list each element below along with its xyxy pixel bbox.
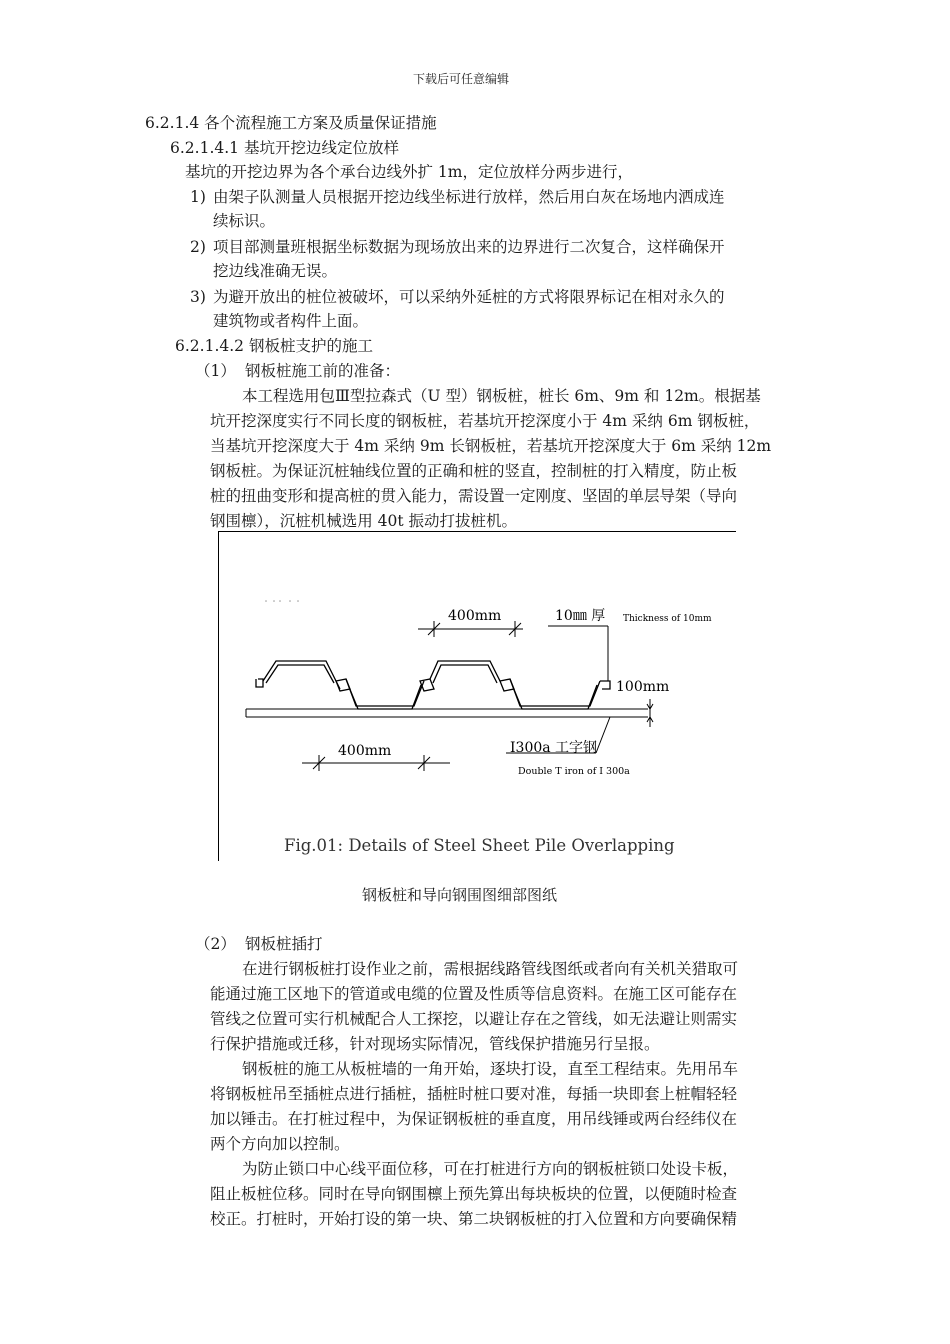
pile-profile [256, 661, 610, 709]
thickness-cn-label: 10㎜ 厚 [555, 608, 606, 624]
step-number: 2) [190, 238, 206, 256]
step-text: 建筑物或者构件上面。 [213, 312, 369, 330]
dimension-bottom-label: 400mm [338, 743, 392, 759]
step-text: 由架子队测量人员根据开挖边线坐标进行放样，然后用白灰在场地内洒成连 [213, 188, 725, 206]
subsection-title: 钢板桩插打 [245, 935, 323, 953]
paragraph-line: 管线之位置可实行机械配合人工探挖，以避让存在之管线，如无法避让则需实 [210, 1010, 738, 1028]
paragraph-line: 加以锤击。在打桩过程中，为保证钢板桩的垂直度，用吊线锤或两台经纬仪在 [210, 1110, 738, 1128]
figure-border-top [218, 531, 736, 532]
paragraph-line: 坑开挖深度实行不同长度的钢板桩，若基坑开挖深度小于 4m 采纳 6m 钢板桩， [210, 412, 760, 430]
heading-6-2-1-4-1: 6.2.1.4.1 基坑开挖边线定位放样 [170, 139, 399, 157]
thickness-leader [548, 626, 608, 681]
beam-cn-label: I300a 工字钢 [510, 740, 598, 756]
intro-paragraph: 基坑的开挖边界为各个承台边线外扩 1m，定位放样分两步进行， [185, 163, 633, 181]
i-beam [246, 699, 653, 727]
paragraph-line: 阻止板桩位移。同时在导向钢围檩上预先算出每块板块的位置，以便随时检查 [210, 1185, 738, 1203]
height-label: 100mm [616, 679, 670, 695]
steel-sheet-pile-figure [218, 531, 736, 861]
heading-6-2-1-4-2: 6.2.1.4.2 钢板桩支护的施工 [175, 337, 373, 355]
paragraph-line: 校正。打桩时，开始打设的第一块、第二块钢板桩的打入位置和方向要确保精 [210, 1210, 738, 1228]
subsection-number: （1） [195, 362, 236, 380]
beam-en-label: Double T iron of I 300a [518, 766, 630, 777]
dimension-top-label: 400mm [448, 608, 502, 624]
paragraph-line: 在进行钢板桩打设作业之前，需根据线路管线图纸或者向有关机关猎取可 [242, 960, 739, 978]
figure-title: Fig.01: Details of Steel Sheet Pile Overlapping [284, 836, 675, 855]
heading-6-2-1-4: 6.2.1.4 各个流程施工方案及质量保证措施 [145, 114, 437, 132]
step-text: 为避开放出的桩位被破坏，可以采纳外延桩的方式将限界标记在相对永久的 [213, 288, 725, 306]
step-text: 挖边线准确无误。 [213, 262, 338, 280]
subsection-number: （2） [195, 935, 236, 953]
paragraph-line: 将钢板桩吊至插桩点进行插桩，插桩时桩口要对准，每插一块即套上桩帽轻轻 [210, 1085, 738, 1103]
paragraph-line: 为防止锁口中心线平面位移，可在打桩进行方向的钢板桩锁口处设卡板， [242, 1160, 739, 1178]
paragraph-line: 钢板桩。为保证沉桩轴线位置的正确和桩的竖直，控制桩的打入精度，防止板 [210, 462, 738, 480]
step-text: 项目部测量班根据坐标数据为现场放出来的边界进行二次复合，这样确保开 [213, 238, 725, 256]
stray-dots [265, 600, 299, 602]
page-header-note: 下载后可任意编辑 [413, 72, 510, 86]
paragraph-line: 行保护措施或迁移，针对现场实际情况，管线保护措施另行呈报。 [210, 1035, 660, 1053]
thickness-en-label: Thickness of 10mm [623, 614, 712, 624]
paragraph-line: 两个方向加以控制。 [210, 1135, 350, 1153]
paragraph-line: 当基坑开挖深度大于 4m 采纳 9m 长钢板桩，若基坑开挖深度大于 6m 采纳 12m [210, 437, 772, 455]
step-text: 续标识。 [213, 212, 276, 230]
paragraph-line: 桩的扭曲变形和提高桩的贯入能力，需设置一定刚度、坚固的单层导架（导向 [210, 487, 738, 505]
figure-caption: 钢板桩和导向钢围图细部图纸 [362, 886, 558, 904]
paragraph-line: 本工程选用包Ⅲ型拉森式（U 型）钢板桩，桩长 6m、9m 和 12m。根据基 [242, 387, 761, 405]
pile-drawing [218, 531, 736, 861]
paragraph-line: 钢板桩的施工从板桩墙的一角开始，逐块打设，直至工程结束。先用吊车 [242, 1060, 739, 1078]
figure-border-left [218, 531, 219, 861]
paragraph-line: 钢围檩），沉桩机械选用 40t 振动打拔桩机。 [210, 512, 518, 530]
step-number: 1) [190, 188, 206, 206]
paragraph-line: 能通过施工区地下的管道或电缆的位置及性质等信息资料。在施工区可能存在 [210, 985, 738, 1003]
subsection-title: 钢板桩施工前的准备： [245, 362, 401, 380]
step-number: 3) [190, 288, 206, 306]
